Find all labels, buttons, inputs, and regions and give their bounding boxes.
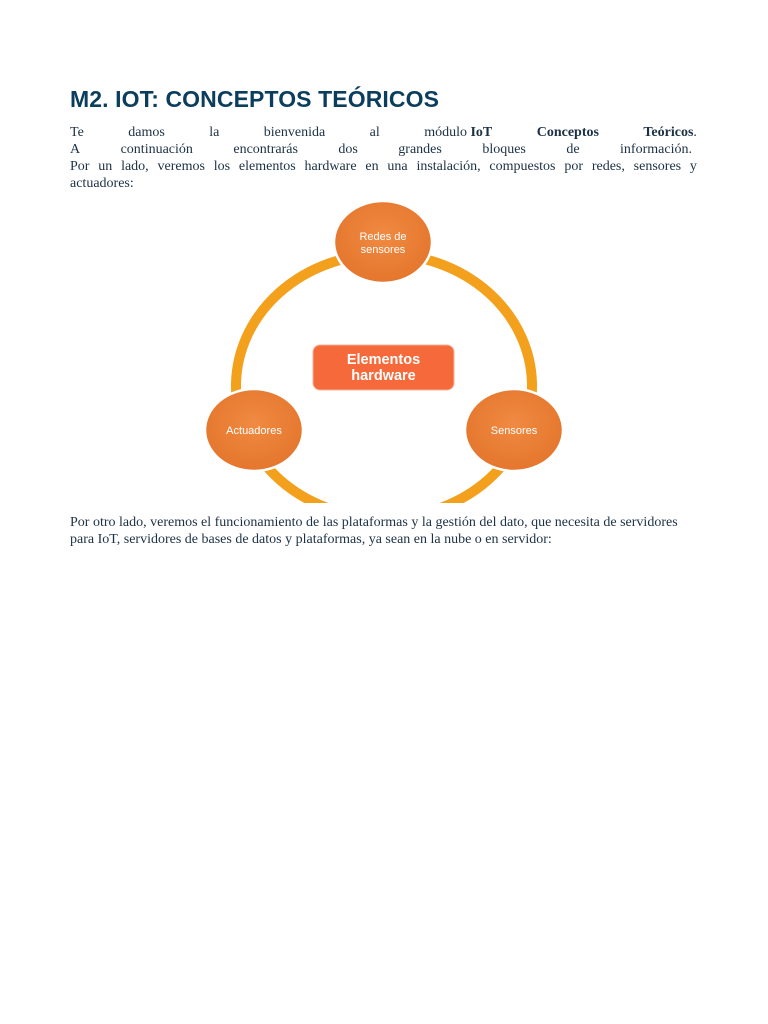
intro-word: redes, (591, 159, 625, 174)
intro-word: damos (128, 125, 165, 140)
node-label: Actuadores (226, 425, 282, 437)
intro-word: lado, (121, 159, 149, 174)
intro-word: Te (70, 125, 84, 140)
intro-word: compuestos (489, 159, 556, 174)
outro-line-1: Por otro lado, veremos el funcionamiento de las plataformas y la gestión del dato, que necesita de servidores (70, 515, 678, 530)
intro-word: por (564, 159, 583, 174)
center-label-line-1: Elementos (346, 352, 421, 368)
intro-word: continuación (120, 142, 193, 157)
intro-word: información. (620, 142, 692, 157)
intro-word: encontrarás (233, 142, 298, 157)
intro-word: hardware (304, 159, 357, 174)
intro-word: grandes (398, 142, 442, 157)
intro-word: A (70, 142, 81, 157)
outro-line-2: para IoT, servidores de bases de datos y plataformas, ya sean en la nube o en servidor: (70, 532, 552, 547)
intro-line-4: actuadores: (70, 176, 134, 191)
page-title: M2. IOT: CONCEPTOS TEÓRICOS (70, 86, 440, 112)
intro-word: sensores (633, 159, 682, 174)
intro-word-group (424, 124, 492, 141)
module-name-bold: IoT (470, 125, 493, 140)
intro-word: dos (338, 142, 358, 157)
intro-word: una (387, 159, 408, 174)
intro-word: Por (70, 159, 90, 174)
intro-line-3 (70, 158, 697, 175)
intro-line-1 (70, 124, 697, 141)
intro-word: bienvenida (263, 125, 326, 140)
intro-word: elementos (238, 159, 296, 174)
module-name-bold: Teóricos (643, 125, 694, 140)
intro-paragraph (70, 124, 697, 192)
node-label-line-2: sensores (360, 244, 406, 256)
intro-word: módulo (424, 125, 467, 140)
intro-line-2 (70, 141, 692, 158)
intro-word: en (365, 159, 379, 174)
hardware-elements-diagram (200, 198, 570, 503)
intro-period: . (693, 125, 697, 140)
intro-word: de (566, 142, 580, 157)
outro-paragraph (70, 514, 697, 548)
node-label-line-1: Redes de (359, 231, 407, 243)
intro-word: al (369, 125, 380, 140)
node-label: Sensores (490, 425, 538, 437)
module-name-bold: Conceptos (536, 125, 599, 140)
center-label-line-2: hardware (351, 368, 416, 384)
intro-word: la (209, 125, 220, 140)
intro-word-group (643, 124, 697, 141)
intro-word: instalación, (416, 159, 481, 174)
intro-word: un (98, 159, 113, 174)
intro-word: veremos (157, 159, 205, 174)
intro-word: y (689, 159, 697, 174)
intro-word: los (213, 159, 231, 174)
intro-word: bloques (482, 142, 526, 157)
